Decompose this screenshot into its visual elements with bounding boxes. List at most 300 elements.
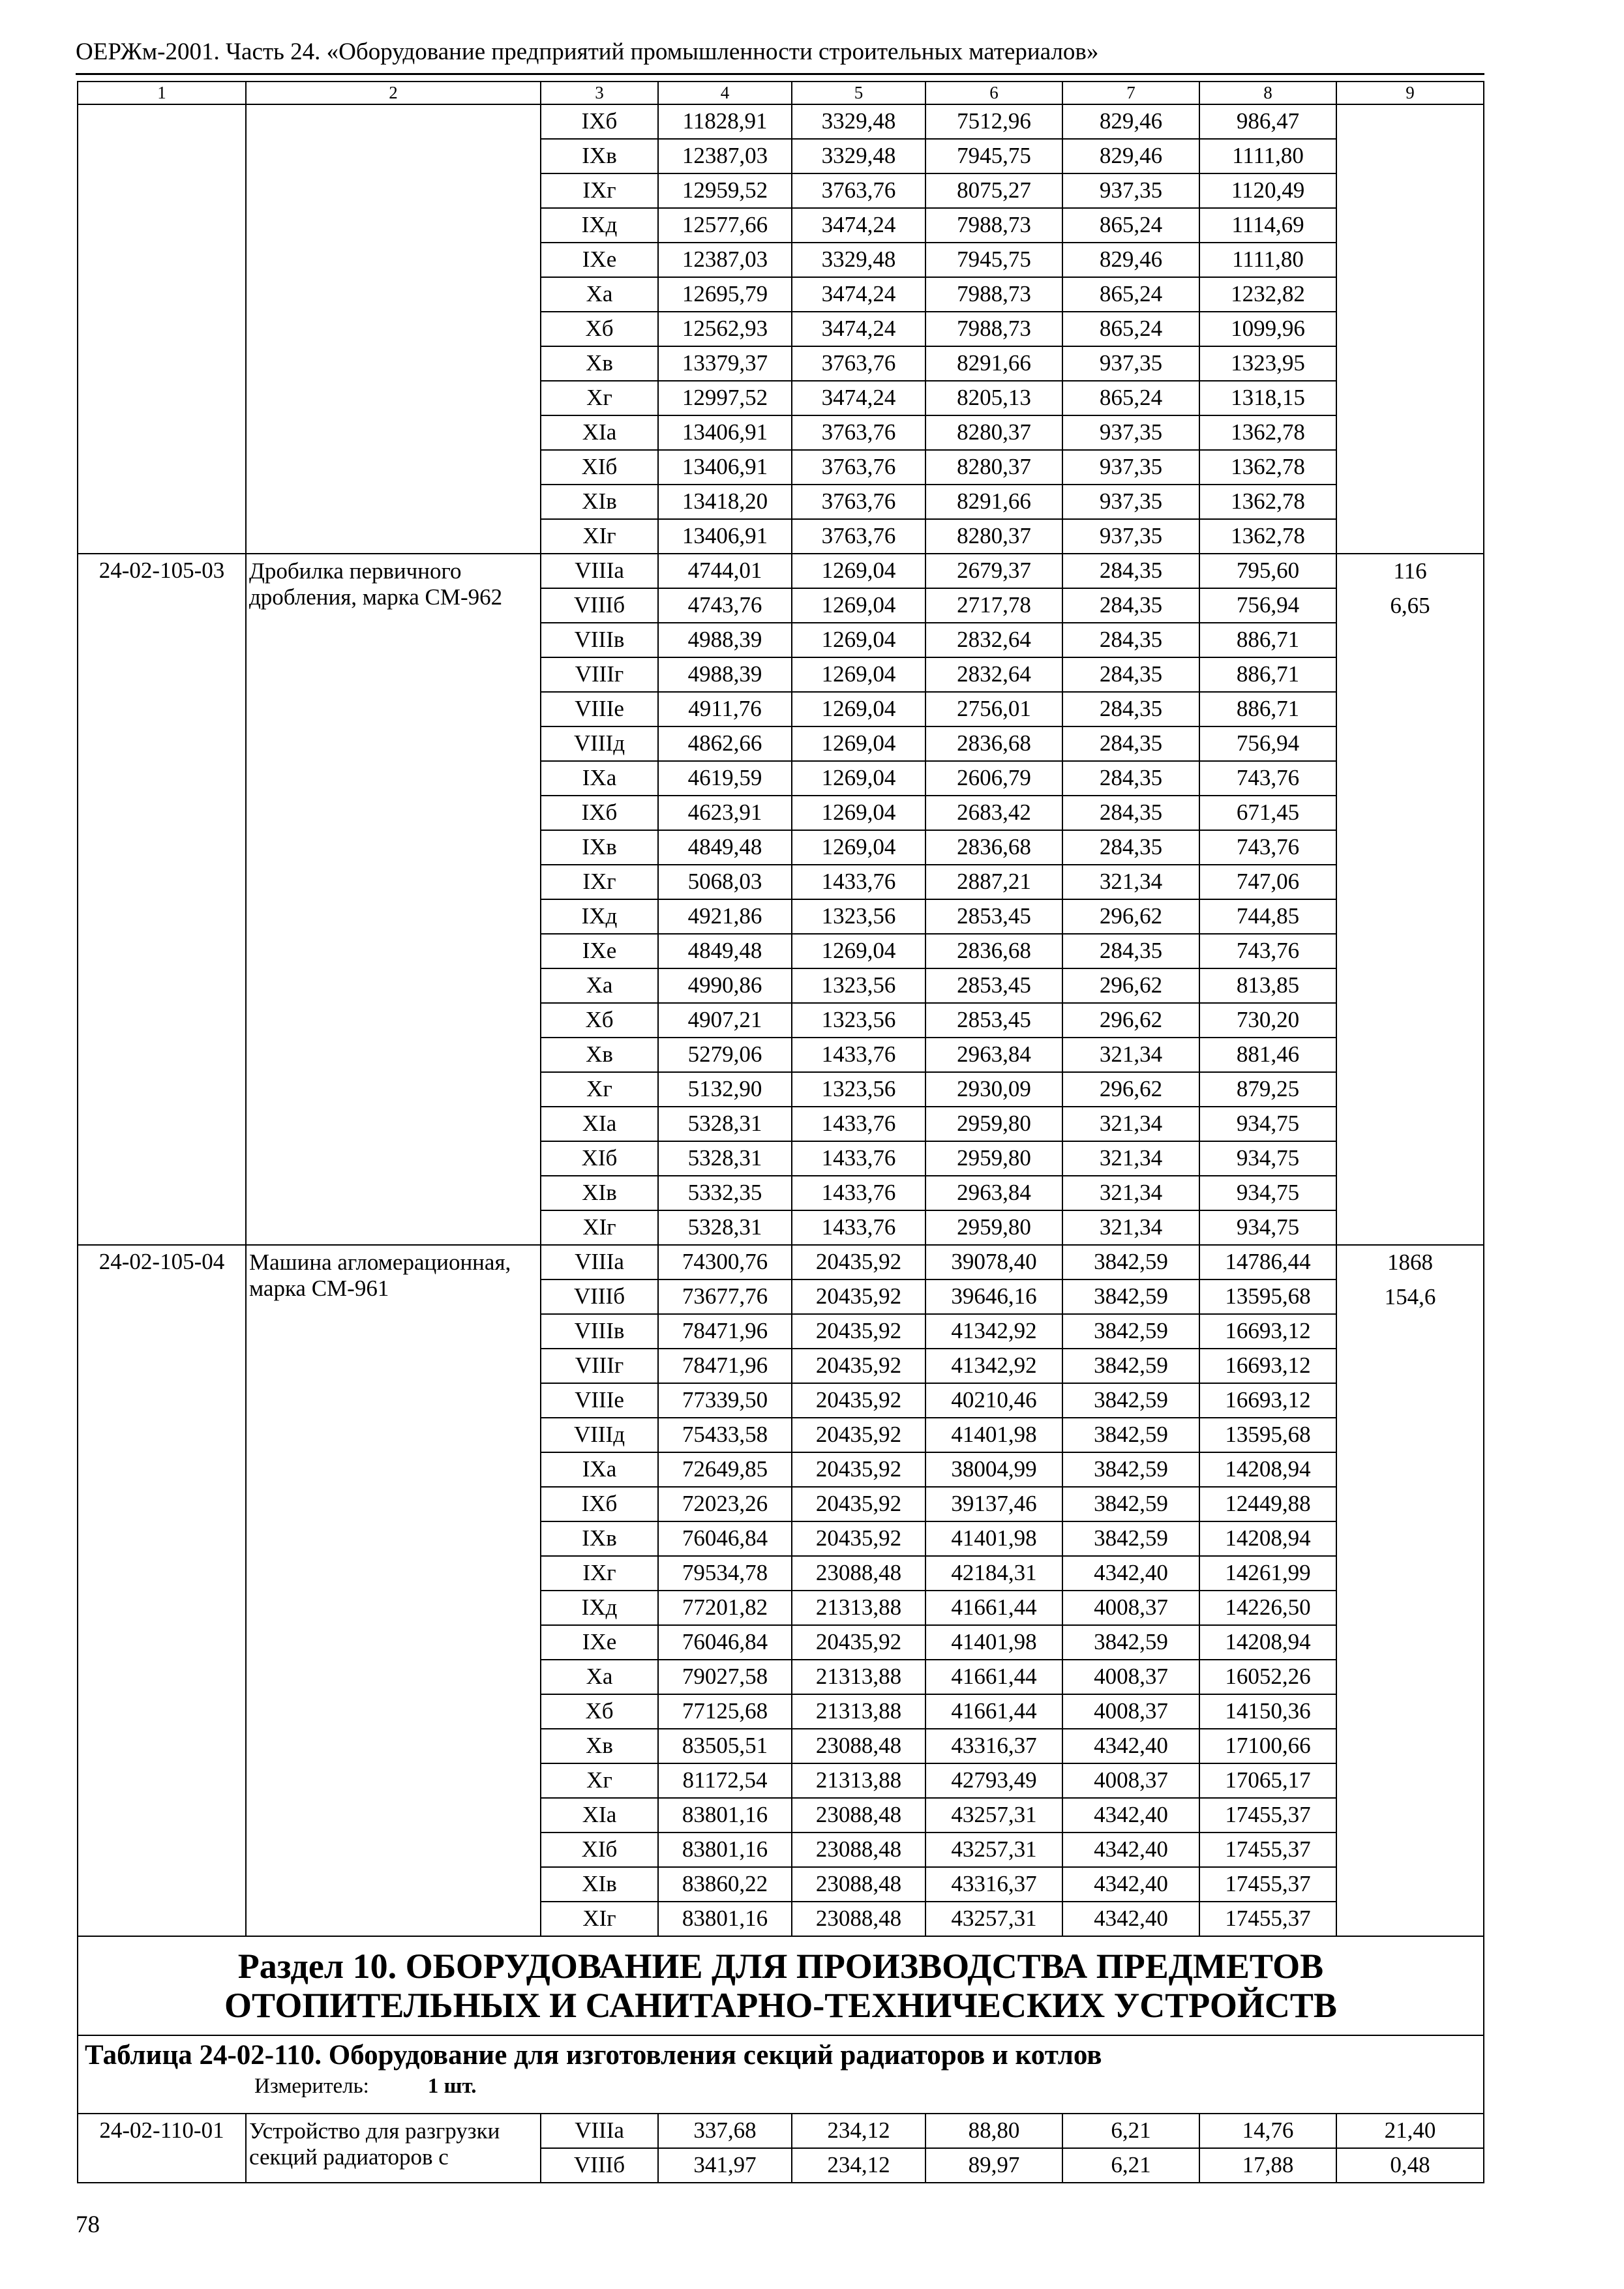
table-cell: 4862,66 bbox=[658, 726, 792, 761]
table-cell: 88,80 bbox=[925, 2114, 1062, 2148]
table-cell: 284,35 bbox=[1062, 934, 1199, 968]
table-cell: 4849,48 bbox=[658, 830, 792, 865]
table-cell: 8075,27 bbox=[925, 173, 1062, 208]
table-cell: 42184,31 bbox=[925, 1556, 1062, 1591]
table-cell: 321,34 bbox=[1062, 1141, 1199, 1176]
table-cell: IXа bbox=[541, 761, 658, 796]
table-cell: 74300,76 bbox=[658, 1245, 792, 1279]
item-extra-values bbox=[1336, 104, 1484, 554]
table-cell: 20435,92 bbox=[792, 1487, 925, 1521]
item-name bbox=[246, 104, 541, 554]
table-cell: 83505,51 bbox=[658, 1729, 792, 1763]
column-number: 7 bbox=[1062, 82, 1199, 104]
table-cell: Xг bbox=[541, 381, 658, 415]
table-cell: Xб bbox=[541, 312, 658, 346]
table-cell: 321,34 bbox=[1062, 1038, 1199, 1072]
table-cell: 16693,12 bbox=[1199, 1383, 1336, 1418]
table-cell: VIIIе bbox=[541, 692, 658, 726]
item-code: 24-02-110-01 bbox=[78, 2114, 246, 2183]
table-cell: 12959,52 bbox=[658, 173, 792, 208]
table-cell: IXд bbox=[541, 208, 658, 243]
table-cell: 0,48 bbox=[1336, 2148, 1484, 2183]
table-cell: 3474,24 bbox=[792, 208, 925, 243]
table-cell: VIIIб bbox=[541, 588, 658, 623]
table-cell: VIIIг bbox=[541, 1349, 658, 1383]
table-cell: 284,35 bbox=[1062, 761, 1199, 796]
table-cell: 2836,68 bbox=[925, 726, 1062, 761]
table-cell: 3842,59 bbox=[1062, 1625, 1199, 1660]
table-cell: 1111,80 bbox=[1199, 243, 1336, 277]
table-cell: 986,47 bbox=[1199, 104, 1336, 139]
column-number-row bbox=[78, 82, 1484, 104]
table-cell: 3474,24 bbox=[792, 277, 925, 312]
table-cell: IXг bbox=[541, 1556, 658, 1591]
table-cell: 934,75 bbox=[1199, 1141, 1336, 1176]
table-cell: Xб bbox=[541, 1003, 658, 1038]
table-cell: 2606,79 bbox=[925, 761, 1062, 796]
table-cell: 8280,37 bbox=[925, 450, 1062, 485]
item-code: 24-02-105-04 bbox=[78, 1245, 246, 1936]
table-cell: 829,46 bbox=[1062, 104, 1199, 139]
table-cell: 934,75 bbox=[1199, 1210, 1336, 1245]
table-cell: XIг bbox=[541, 519, 658, 554]
table-cell: 1269,04 bbox=[792, 761, 925, 796]
table-cell: 886,71 bbox=[1199, 692, 1336, 726]
column-number: 4 bbox=[658, 82, 792, 104]
table-cell: 1269,04 bbox=[792, 830, 925, 865]
table-cell: 296,62 bbox=[1062, 968, 1199, 1003]
table-cell: IXб bbox=[541, 796, 658, 830]
table-cell: 83801,16 bbox=[658, 1833, 792, 1867]
table-cell: 17,88 bbox=[1199, 2148, 1336, 2183]
table-cell: 14786,44 bbox=[1199, 1245, 1336, 1279]
table-cell: 3842,59 bbox=[1062, 1521, 1199, 1556]
section-title: Раздел 10. ОБОРУДОВАНИЕ ДЛЯ ПРОИЗВОДСТВА ПРЕДМЕТОВ ОТОПИТЕЛЬНЫХ И САНИТАРНО-ТЕХНИЧЕСКИХ УСТРОЙСТВ bbox=[78, 1936, 1484, 2035]
table-cell: 2963,84 bbox=[925, 1038, 1062, 1072]
table-cell: 4744,01 bbox=[658, 554, 792, 588]
table-cell: 879,25 bbox=[1199, 1072, 1336, 1107]
table-cell: XIб bbox=[541, 1833, 658, 1867]
table-cell: 8205,13 bbox=[925, 381, 1062, 415]
table-cell: 3763,76 bbox=[792, 450, 925, 485]
table-cell: XIв bbox=[541, 1176, 658, 1210]
table-cell: 11828,91 bbox=[658, 104, 792, 139]
table-cell: 284,35 bbox=[1062, 588, 1199, 623]
table-cell: 4921,86 bbox=[658, 899, 792, 934]
table-cell: 3474,24 bbox=[792, 312, 925, 346]
table-cell: 8280,37 bbox=[925, 519, 1062, 554]
table-cell: 3842,59 bbox=[1062, 1279, 1199, 1314]
table-cell: 813,85 bbox=[1199, 968, 1336, 1003]
table-cell: 40210,46 bbox=[925, 1383, 1062, 1418]
table-cell: 2930,09 bbox=[925, 1072, 1062, 1107]
table-cell: VIIIа bbox=[541, 554, 658, 588]
item-extra-values bbox=[1336, 554, 1484, 1245]
item-name: Машина агломерационная, марка СМ-961 bbox=[246, 1245, 541, 1936]
column-number: 5 bbox=[792, 82, 925, 104]
table-cell: 2683,42 bbox=[925, 796, 1062, 830]
table-cell: 89,97 bbox=[925, 2148, 1062, 2183]
table-cell: 21313,88 bbox=[792, 1763, 925, 1798]
table-cell: Xа bbox=[541, 1660, 658, 1694]
table-cell: 23088,48 bbox=[792, 1833, 925, 1867]
table-cell: 77125,68 bbox=[658, 1694, 792, 1729]
table-cell: 747,06 bbox=[1199, 865, 1336, 899]
table-cell: 13595,68 bbox=[1199, 1279, 1336, 1314]
table-cell: 43257,31 bbox=[925, 1798, 1062, 1833]
price-table bbox=[77, 81, 1484, 2183]
table-cell: 743,76 bbox=[1199, 761, 1336, 796]
table-cell: 5328,31 bbox=[658, 1141, 792, 1176]
table-cell: 4342,40 bbox=[1062, 1729, 1199, 1763]
table-cell: 4988,39 bbox=[658, 657, 792, 692]
table-cell: 1433,76 bbox=[792, 1176, 925, 1210]
item-name: Дробилка первичного дробления, марка СМ-962 bbox=[246, 554, 541, 1245]
table-cell: 12387,03 bbox=[658, 139, 792, 173]
table-cell: 20435,92 bbox=[792, 1279, 925, 1314]
table-cell: 1269,04 bbox=[792, 934, 925, 968]
table-cell: 2836,68 bbox=[925, 830, 1062, 865]
table-cell: 16693,12 bbox=[1199, 1314, 1336, 1349]
table-cell: 321,34 bbox=[1062, 1176, 1199, 1210]
table-cell: 3329,48 bbox=[792, 104, 925, 139]
table-cell: Xв bbox=[541, 346, 658, 381]
table-cell: 12577,66 bbox=[658, 208, 792, 243]
table-cell: 14,76 bbox=[1199, 2114, 1336, 2148]
table-cell: 1362,78 bbox=[1199, 450, 1336, 485]
table-cell: 14208,94 bbox=[1199, 1452, 1336, 1487]
table-cell: 1269,04 bbox=[792, 554, 925, 588]
table-cell: 1269,04 bbox=[792, 692, 925, 726]
table-cell: 83801,16 bbox=[658, 1798, 792, 1833]
table-cell: 42793,49 bbox=[925, 1763, 1062, 1798]
table-cell: 23088,48 bbox=[792, 1556, 925, 1591]
item-name: Устройство для разгрузки секций радиаторов с bbox=[246, 2114, 541, 2183]
table-cell: 72649,85 bbox=[658, 1452, 792, 1487]
table-cell: 13406,91 bbox=[658, 415, 792, 450]
table-cell: 937,35 bbox=[1062, 519, 1199, 554]
column-number: 8 bbox=[1199, 82, 1336, 104]
table-cell: 41342,92 bbox=[925, 1349, 1062, 1383]
table-cell: 829,46 bbox=[1062, 243, 1199, 277]
table-cell: 1362,78 bbox=[1199, 519, 1336, 554]
table-cell: 2963,84 bbox=[925, 1176, 1062, 1210]
table-cell: 3842,59 bbox=[1062, 1314, 1199, 1349]
table-cell: 1269,04 bbox=[792, 588, 925, 623]
table-cell: 2832,64 bbox=[925, 657, 1062, 692]
table-cell: 2959,80 bbox=[925, 1107, 1062, 1141]
table-cell: 23088,48 bbox=[792, 1798, 925, 1833]
table-cell: 41401,98 bbox=[925, 1521, 1062, 1556]
table-cell: Xг bbox=[541, 1763, 658, 1798]
table-cell: 41661,44 bbox=[925, 1591, 1062, 1625]
table-cell: 1120,49 bbox=[1199, 173, 1336, 208]
column-number: 3 bbox=[541, 82, 658, 104]
table-cell: 671,45 bbox=[1199, 796, 1336, 830]
table-cell: Xв bbox=[541, 1729, 658, 1763]
table-cell: 886,71 bbox=[1199, 657, 1336, 692]
table-cell: 17455,37 bbox=[1199, 1798, 1336, 1833]
table-cell: 234,12 bbox=[792, 2114, 925, 2148]
table-cell: 16693,12 bbox=[1199, 1349, 1336, 1383]
table-title: Таблица 24-02-110. Оборудование для изготовления секций радиаторов и котлов bbox=[85, 2040, 1102, 2071]
table-cell: VIIIб bbox=[541, 2148, 658, 2183]
table-cell: 17455,37 bbox=[1199, 1867, 1336, 1902]
table-cell: IXв bbox=[541, 1521, 658, 1556]
table-cell: VIIIв bbox=[541, 623, 658, 657]
table-cell: 829,46 bbox=[1062, 139, 1199, 173]
table-cell: 73677,76 bbox=[658, 1279, 792, 1314]
table-cell: 3329,48 bbox=[792, 243, 925, 277]
table-cell: 8280,37 bbox=[925, 415, 1062, 450]
table-cell: IXв bbox=[541, 830, 658, 865]
table-cell: 3842,59 bbox=[1062, 1452, 1199, 1487]
table-cell: 937,35 bbox=[1062, 346, 1199, 381]
table-cell: IXе bbox=[541, 934, 658, 968]
table-cell: 2959,80 bbox=[925, 1141, 1062, 1176]
table-cell: 3842,59 bbox=[1062, 1349, 1199, 1383]
table-cell: VIIIе bbox=[541, 1383, 658, 1418]
table-cell: 12387,03 bbox=[658, 243, 792, 277]
extra-value: 154,6 bbox=[1384, 1284, 1436, 1309]
table-cell: 23088,48 bbox=[792, 1729, 925, 1763]
table-cell: 6,21 bbox=[1062, 2148, 1199, 2183]
table-cell: 77339,50 bbox=[658, 1383, 792, 1418]
table-cell: IXг bbox=[541, 865, 658, 899]
table-cell: 1111,80 bbox=[1199, 139, 1336, 173]
table-cell: 865,24 bbox=[1062, 381, 1199, 415]
section-row bbox=[78, 1936, 1484, 2035]
measure-line bbox=[85, 2074, 1477, 2098]
table-cell: 2853,45 bbox=[925, 968, 1062, 1003]
table-cell: 1433,76 bbox=[792, 1107, 925, 1141]
table-cell: 7988,73 bbox=[925, 312, 1062, 346]
table-cell: 1099,96 bbox=[1199, 312, 1336, 346]
table-cell: 937,35 bbox=[1062, 485, 1199, 519]
table-cell: 937,35 bbox=[1062, 450, 1199, 485]
column-number: 6 bbox=[925, 82, 1062, 104]
table-cell: 1433,76 bbox=[792, 1210, 925, 1245]
table-cell: 865,24 bbox=[1062, 277, 1199, 312]
extra-value: 6,65 bbox=[1390, 593, 1430, 618]
table-cell: VIIIа bbox=[541, 2114, 658, 2148]
table-cell: IXд bbox=[541, 899, 658, 934]
table-cell: 43316,37 bbox=[925, 1729, 1062, 1763]
table-cell: 743,76 bbox=[1199, 934, 1336, 968]
table-cell: 2679,37 bbox=[925, 554, 1062, 588]
table-cell: 1323,56 bbox=[792, 899, 925, 934]
table-cell: 284,35 bbox=[1062, 657, 1199, 692]
table-cell: XIб bbox=[541, 1141, 658, 1176]
table-cell: IXв bbox=[541, 139, 658, 173]
table-cell: 78471,96 bbox=[658, 1349, 792, 1383]
table-cell: 4988,39 bbox=[658, 623, 792, 657]
table-cell: 1323,56 bbox=[792, 1072, 925, 1107]
table-cell: 4743,76 bbox=[658, 588, 792, 623]
table-cell: 7988,73 bbox=[925, 277, 1062, 312]
table-cell: 13418,20 bbox=[658, 485, 792, 519]
table-cell: 1433,76 bbox=[792, 1141, 925, 1176]
table-cell: 1318,15 bbox=[1199, 381, 1336, 415]
header-rule bbox=[76, 73, 1484, 75]
table-cell: 284,35 bbox=[1062, 830, 1199, 865]
table-cell: 4342,40 bbox=[1062, 1798, 1199, 1833]
table-cell: 4342,40 bbox=[1062, 1902, 1199, 1936]
table-cell: XIа bbox=[541, 415, 658, 450]
table-cell: IXб bbox=[541, 104, 658, 139]
table-cell: 41401,98 bbox=[925, 1625, 1062, 1660]
table-cell: 14208,94 bbox=[1199, 1625, 1336, 1660]
table-cell: 1323,56 bbox=[792, 1003, 925, 1038]
table-cell: VIIIв bbox=[541, 1314, 658, 1349]
table-cell: 1269,04 bbox=[792, 726, 925, 761]
table-cell: 81172,54 bbox=[658, 1763, 792, 1798]
table-cell: 21313,88 bbox=[792, 1660, 925, 1694]
table-cell: 1362,78 bbox=[1199, 485, 1336, 519]
table-cell: 934,75 bbox=[1199, 1107, 1336, 1141]
table-cell: 83860,22 bbox=[658, 1867, 792, 1902]
page-header: ОЕРЖм-2001. Часть 24. «Оборудование предприятий промышленности строительных материалов» bbox=[76, 38, 1099, 65]
table-cell: 3842,59 bbox=[1062, 1383, 1199, 1418]
table-cell: 321,34 bbox=[1062, 865, 1199, 899]
table-cell: 5328,31 bbox=[658, 1107, 792, 1141]
table-cell: 43316,37 bbox=[925, 1867, 1062, 1902]
table-cell: 23088,48 bbox=[792, 1867, 925, 1902]
item-extra-values bbox=[1336, 1245, 1484, 1936]
table-cell: 20435,92 bbox=[792, 1452, 925, 1487]
table-cell: VIIIд bbox=[541, 1418, 658, 1452]
table-cell: 2756,01 bbox=[925, 692, 1062, 726]
table-cell: 865,24 bbox=[1062, 312, 1199, 346]
measure-label: Измеритель: bbox=[254, 2074, 369, 2099]
measure-value: 1 шт. bbox=[427, 2074, 477, 2099]
table-cell: 7945,75 bbox=[925, 243, 1062, 277]
table-row bbox=[78, 104, 1484, 139]
table-cell: 75433,58 bbox=[658, 1418, 792, 1452]
table-cell: 1269,04 bbox=[792, 796, 925, 830]
table-cell: IXд bbox=[541, 1591, 658, 1625]
table-cell: 76046,84 bbox=[658, 1521, 792, 1556]
table-cell: 4008,37 bbox=[1062, 1660, 1199, 1694]
table-cell: 17065,17 bbox=[1199, 1763, 1336, 1798]
table-cell: 296,62 bbox=[1062, 899, 1199, 934]
table-cell: 6,21 bbox=[1062, 2114, 1199, 2148]
table-cell: 41661,44 bbox=[925, 1660, 1062, 1694]
table-cell: 3763,76 bbox=[792, 415, 925, 450]
table-cell: 2887,21 bbox=[925, 865, 1062, 899]
table-cell: 744,85 bbox=[1199, 899, 1336, 934]
table-cell: 14226,50 bbox=[1199, 1591, 1336, 1625]
table-cell: 8291,66 bbox=[925, 346, 1062, 381]
table-cell: IXе bbox=[541, 1625, 658, 1660]
table-cell: 296,62 bbox=[1062, 1003, 1199, 1038]
table-cell: 20435,92 bbox=[792, 1383, 925, 1418]
table-cell: 38004,99 bbox=[925, 1452, 1062, 1487]
table-cell: XIа bbox=[541, 1107, 658, 1141]
table-cell: 2832,64 bbox=[925, 623, 1062, 657]
table-cell: 756,94 bbox=[1199, 726, 1336, 761]
table-cell: 2853,45 bbox=[925, 1003, 1062, 1038]
table-cell: Xа bbox=[541, 968, 658, 1003]
table-cell: XIв bbox=[541, 1867, 658, 1902]
table-cell: 21313,88 bbox=[792, 1591, 925, 1625]
table-cell: 886,71 bbox=[1199, 623, 1336, 657]
table-cell: 79027,58 bbox=[658, 1660, 792, 1694]
table-cell: 2959,80 bbox=[925, 1210, 1062, 1245]
table-cell: 20435,92 bbox=[792, 1418, 925, 1452]
table-cell: VIIIа bbox=[541, 1245, 658, 1279]
table-cell: 21313,88 bbox=[792, 1694, 925, 1729]
table-cell: 3763,76 bbox=[792, 346, 925, 381]
table-cell: 7512,96 bbox=[925, 104, 1062, 139]
table-cell: 1269,04 bbox=[792, 623, 925, 657]
table-cell: 1269,04 bbox=[792, 657, 925, 692]
extra-value: 116 bbox=[1393, 558, 1427, 584]
table-cell: 4619,59 bbox=[658, 761, 792, 796]
table-cell: 12997,52 bbox=[658, 381, 792, 415]
table-cell: 4008,37 bbox=[1062, 1763, 1199, 1798]
extra-value: 1868 bbox=[1387, 1249, 1433, 1275]
table-cell: 1232,82 bbox=[1199, 277, 1336, 312]
table-cell: 4342,40 bbox=[1062, 1867, 1199, 1902]
table-cell: 234,12 bbox=[792, 2148, 925, 2183]
table-cell: IXг bbox=[541, 173, 658, 208]
table-cell: VIIIб bbox=[541, 1279, 658, 1314]
table-cell: 20435,92 bbox=[792, 1245, 925, 1279]
table-cell: 4623,91 bbox=[658, 796, 792, 830]
table-cell: 1433,76 bbox=[792, 1038, 925, 1072]
table-row bbox=[78, 554, 1484, 588]
table-cell: 4911,76 bbox=[658, 692, 792, 726]
table-cell: 4008,37 bbox=[1062, 1694, 1199, 1729]
table-cell: 4008,37 bbox=[1062, 1591, 1199, 1625]
table-cell: 20435,92 bbox=[792, 1349, 925, 1383]
table-cell: 284,35 bbox=[1062, 796, 1199, 830]
table-cell: 756,94 bbox=[1199, 588, 1336, 623]
table-cell: 3842,59 bbox=[1062, 1487, 1199, 1521]
table-cell: 795,60 bbox=[1199, 554, 1336, 588]
table-cell: 8291,66 bbox=[925, 485, 1062, 519]
table-cell: 7945,75 bbox=[925, 139, 1062, 173]
table-cell: 41342,92 bbox=[925, 1314, 1062, 1349]
table-cell: 20435,92 bbox=[792, 1314, 925, 1349]
table-cell: 39078,40 bbox=[925, 1245, 1062, 1279]
table-cell: XIг bbox=[541, 1902, 658, 1936]
table-cell: 284,35 bbox=[1062, 692, 1199, 726]
table-cell: 2717,78 bbox=[925, 588, 1062, 623]
table-cell: 3842,59 bbox=[1062, 1418, 1199, 1452]
table-cell: 23088,48 bbox=[792, 1902, 925, 1936]
table-cell: 41401,98 bbox=[925, 1418, 1062, 1452]
table-cell: 937,35 bbox=[1062, 173, 1199, 208]
table-cell: 2836,68 bbox=[925, 934, 1062, 968]
table-cell: 3763,76 bbox=[792, 173, 925, 208]
item-code bbox=[78, 104, 246, 554]
table-cell: 3763,76 bbox=[792, 519, 925, 554]
table-cell: IXа bbox=[541, 1452, 658, 1487]
table-cell: Xг bbox=[541, 1072, 658, 1107]
table-cell: VIIIд bbox=[541, 726, 658, 761]
page-number: 78 bbox=[76, 2211, 100, 2238]
table-cell: 743,76 bbox=[1199, 830, 1336, 865]
table-cell: 13406,91 bbox=[658, 450, 792, 485]
table-cell: 14150,36 bbox=[1199, 1694, 1336, 1729]
table-cell: XIв bbox=[541, 485, 658, 519]
table-cell: 7988,73 bbox=[925, 208, 1062, 243]
table-cell: 12695,79 bbox=[658, 277, 792, 312]
table-cell: 39646,16 bbox=[925, 1279, 1062, 1314]
table-cell: 341,97 bbox=[658, 2148, 792, 2183]
